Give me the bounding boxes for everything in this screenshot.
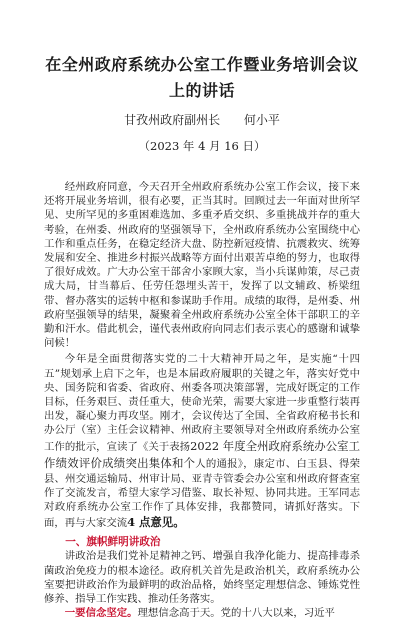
author-line (44, 112, 360, 128)
section-heading-politics: 一、旗帜鲜明讲政治 (65, 536, 161, 549)
author-name: 何小平 (243, 113, 280, 127)
belief-text: 理想信念高于天。党的十八大以来，习近平 (137, 607, 335, 620)
author-org: 甘孜州政府副州长 (124, 113, 221, 127)
belief-lead: 一要信念坚定。 (64, 607, 138, 620)
paragraph-politics: 讲政治是我们党补足精神之钙、增强自我净化能力、提高排毒杀菌政治免疫力的根本途径。政府机关首先是政治机关，政府系统办公室要把讲政治作为最鲜明的政治品格，始终坚定理想信念、锤炼党性修养、指导工作实践、推动任务落实。 (44, 550, 360, 606)
paragraph-tasks-part3: 人的通报》，康定市、白玉县、得荣县、州交通运输局、州审计局、亚青寺管委会办公室和州政府督查室作了交流发言，希望大家学习借鉴、取长补短、协同共进。王军同志对政府系统办公室工作作了具体安排，我都赞同，请抓好落实。下面，再与大家交流 (44, 457, 360, 530)
speech-title: 在全州政府系统办公室工作暨业务培训会议上的讲话 (45, 55, 359, 100)
speech-date: （2023 年 4 月 16 日） (138, 139, 266, 153)
paragraph-tasks-part1: 今年是全面贯彻落实党的二十大精神开局之年，是实施“十四五”规划承上启下之年，也是本届政府履职的关键之年，落实好党中央、国务院和省委、省政府、州委各项决策部署，完成好既定的工作目标，任务艰巨、责任重大，使命光荣，需要大家进一步重整行装再出发，凝心聚力再攻坚。刚才，会议传达了全国、全省政府秘书长和办公厅（室）主任会议精神、州政府主要领导对全州政府系统办公室工作的批示，宣读了《关于表扬 (44, 353, 360, 453)
paragraph-tasks-part2: 2022 年度全州政府系统办公室工作绩效评价成绩突出集体和个 (44, 438, 360, 470)
paragraph-tasks (44, 352, 360, 531)
paragraph-intro: 经州政府同意，今天召开全州政府系统办公室工作会议，接下来还将开展业务培训，很有必要，正当其时。回顾过去一年面对世所罕见、史所罕见的多重困难选加、多重矛盾交织、多重挑战并存的重大考验，在州委、州政府的坚强领导下，全州政府系统办公室围绕中心工作和重点任务，在稳定经济大盘、防控新冠疫情、抗震救灾、统筹发展和安全、推进乡村振兴战略等方面付出艰苦卓绝的努力，也取得了很好成效。广大办公室干部舍小家顾大家，当小兵谋帅策，尽己责成大局，甘当幕后、任劳任怨埋头苦干，发挥了以文辅政、桥梁纽带、督办落实的运转中枢和参谋助手作用。成绩的取得，是州委、州政府坚强领导的结果，凝聚着全州政府系统办公室全体干部职工的辛勤和汗水。借此机会，谨代表州政府向同志们表示衷心的感谢和诚挚问候！ (44, 181, 360, 350)
paragraph-tasks-part4: 4 点意见。 (127, 515, 185, 530)
paragraph-belief (44, 606, 360, 620)
